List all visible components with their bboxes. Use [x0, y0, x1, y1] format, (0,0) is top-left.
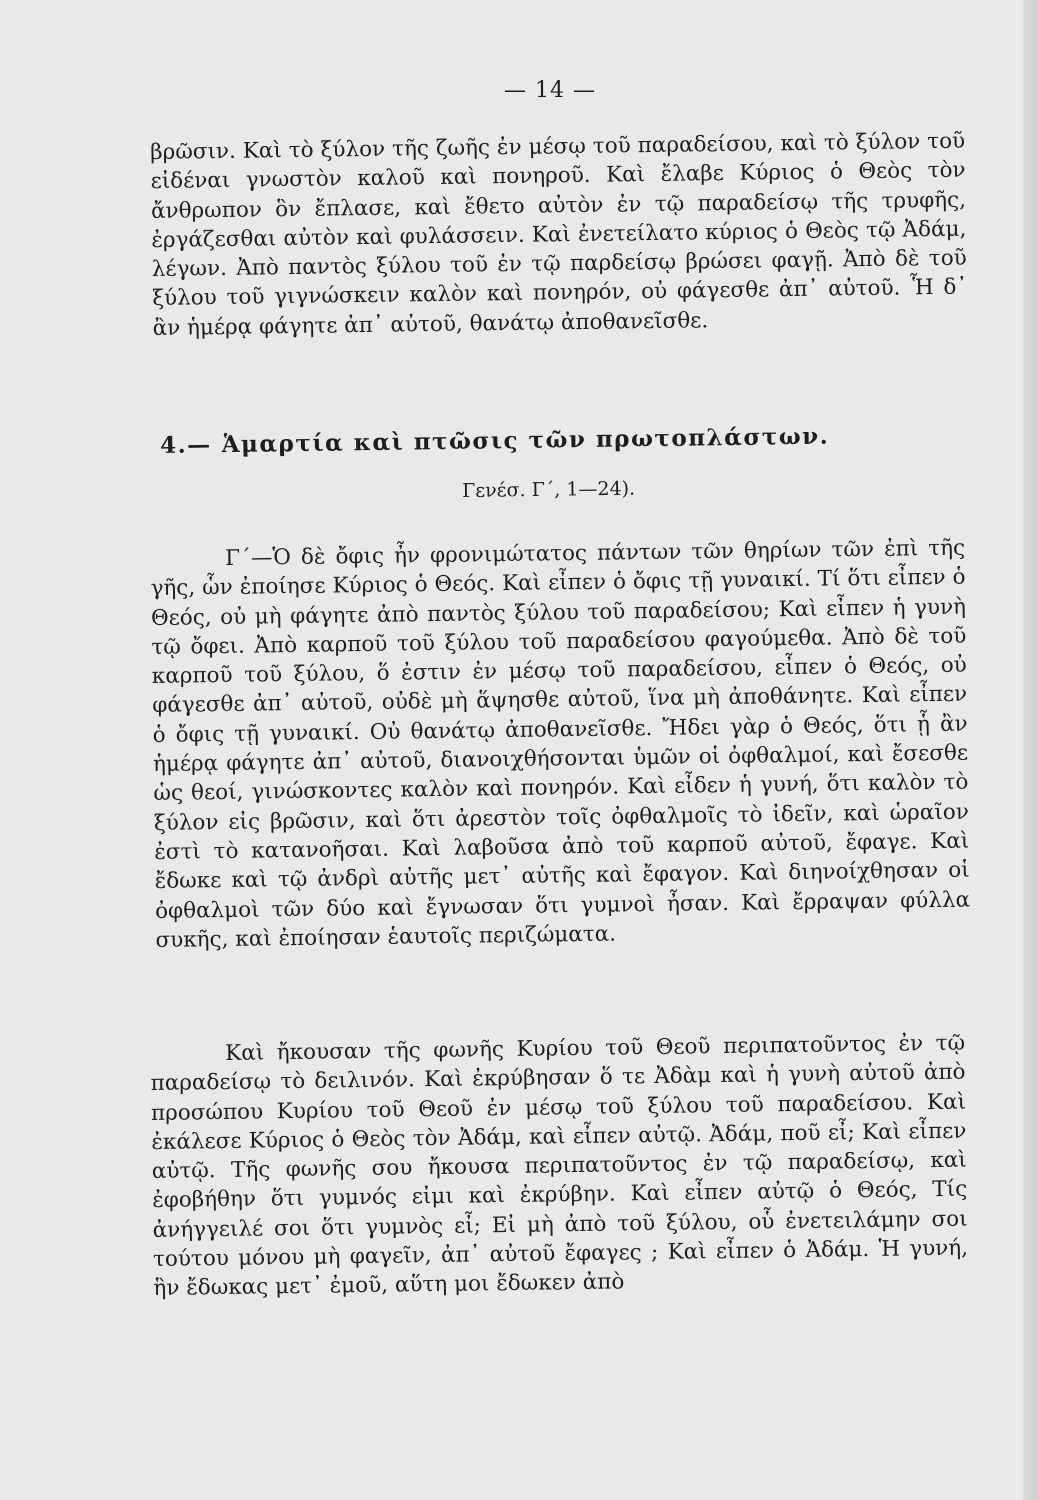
voice-paragraph [150, 1029, 969, 1304]
paragraph-text: Καὶ ἤκουσαν τῆς φωνῆς Κυρίου τοῦ Θεοῦ περιπατοῦντος ἐν τῷ παραδείσῳ τὸ δειλινόν. Καὶ ἐκρύβησαν ὅ τε Ἀδὰμ καὶ ἡ γυνὴ αὐτοῦ ἀπὸ προσώπου Κυρίου τοῦ Θεοῦ ἐν μέσῳ τοῦ ξύλου τοῦ παραδείσου. Καὶ ἐκάλεσε Κύριος ὁ Θεὸς τὸν Ἀδάμ, καὶ εἶπεν αὐτῷ. Ἀδάμ, ποῦ εἶ; Καὶ εἶπεν αὐτῷ. Τῆς φωνῆς σου ἤκουσα περιπατοῦντος ἐν τῷ παραδείσῳ, καὶ ἐφοβήθην ὅτι γυμνός εἰμι καὶ ἐκρύβην. Καὶ εἶπεν αὐτῷ ὁ Θεός, Τίς ἀνήγγειλέ σοι ὅτι γυμνὸς εἶ; Εἰ μὴ ἀπὸ τοῦ ξύλου, οὗ ἐνετειλάμην σοι τούτου μόνου μὴ φαγεῖν, ἀπ᾽ αὐτοῦ ἔφαγες ; Καὶ εἶπεν ὁ Ἀδάμ. Ἡ γυνή, ἣν ἔδωκας μετ᾽ ἐμοῦ, αὕτη μοι ἔδωκεν ἀπὸ [150, 1030, 969, 1302]
section-title: Ἁμαρτία καὶ πτῶσις τῶν πρωτοπλάστων. [221, 422, 830, 459]
serpent-paragraph [150, 534, 971, 955]
section-heading [160, 423, 829, 459]
continuation-paragraph [150, 127, 968, 343]
paragraph-text: Γ΄—Ὁ δὲ ὄφις ἦν φρονιμώτατος πάντων τῶν θηρίων τῶν ἐπὶ τῆς γῆς, ὧν ἐποίησε Κύριος ὁ Θεός. Καὶ εἶπεν ὁ ὄφις τῇ γυναικί. Τί ὅτι εἶπεν ὁ Θεός, οὐ μὴ φάγητε ἀπὸ παντὸς ξύλου τοῦ παραδείσου; Καὶ εἶπεν ἡ γυνὴ τῷ ὄφει. Ἀπὸ καρποῦ τοῦ ξύλου τοῦ παραδείσου φαγούμεθα. Ἀπὸ δὲ τοῦ καρποῦ τοῦ ξύλου, ὅ ἐστιν ἐν μέσῳ τοῦ παραδείσου, εἶπεν ὁ Θεός, οὐ φάγεσθε ἀπ᾽ αὐτοῦ, οὐδὲ μὴ ἅψησθε αὐτοῦ, ἵνα μὴ ἀποθάνητε. Καὶ εἶπεν ὁ ὄφις τῇ γυναικί. Οὐ θανάτῳ ἀποθανεῖσθε. Ἤδει γὰρ ὁ Θεός, ὅτι ᾗ ἂν ἡμέρᾳ φάγητε ἀπ᾽ αὐτοῦ, διανοιχθήσονται ὑμῶν οἱ ὀφθαλμοί, καὶ ἔσεσθε ὡς θεοί, γινώσκοντες καλὸν καὶ πονηρόν. Καὶ εἶδεν ἡ γυνή, ὅτι καλὸν τὸ ξύλον εἰς βρῶσιν, καὶ ὅτι ἀρεστὸν τοῖς ὀφθαλμοῖς τὸ ἰδεῖν, καὶ ὡραῖον ἐστὶ τὸ κατανοῆσαι. Καὶ λαβοῦσα ἀπὸ τοῦ καρποῦ αὐτοῦ, ἔφαγε. Καὶ ἔδωκε καὶ τῷ ἀνδρὶ αὐτῆς μετ᾽ αὐτῆς καὶ ἔφαγον. Καὶ διηνοίχθησαν οἱ ὀφθαλμοὶ τῶν δύο καὶ ἔγνωσαν ὅτι γυμνοὶ ἦσαν. Καὶ ἔρραψαν φύλλα συκῆς, καὶ ἐποίησαν ἑαυτοῖς περιζώματα. [150, 535, 971, 953]
page-edge-shadow [1023, 0, 1037, 1500]
paragraph-text: βρῶσιν. Καὶ τὸ ξύλον τῆς ζωῆς ἐν μέσῳ τοῦ παραδείσου, καὶ τὸ ξύλον τοῦ εἰδέναι γνωστὸν καλοῦ καὶ πονηροῦ. Καὶ ἔλαβε Κύριος ὁ Θεὸς τὸν ἄνθρωπον ὃν ἔπλασε, καὶ ἔθετο αὐτὸν ἐν τῷ παραδείσῳ τῆς τρυφῆς, ἐργάζεσθαι αὐτὸν καὶ φυλάσσειν. Καὶ ἐνετείλατο κύριος ὁ Θεὸς τῷ Ἀδάμ, λέγων. Ἀπὸ παντὸς ξύλου τοῦ ἐν τῷ παρδείσῳ βρώσει φαγῇ. Ἀπὸ δὲ τοῦ ξύλου τοῦ γιγνώσκειν καλὸν καὶ πονηρόν, οὐ φάγεσθε ἀπ᾽ αὐτοῦ. Ἧ δ᾽ ἂν ἡμέρᾳ φάγητε ἀπ᾽ αὐτοῦ, θανάτῳ ἀποθανεῖσθε. [150, 128, 968, 341]
scripture-reference: Γενέσ. Γ΄, 1—24). [462, 477, 636, 502]
section-number: 4.— [160, 431, 212, 459]
page-number: — 14 — [504, 78, 596, 103]
